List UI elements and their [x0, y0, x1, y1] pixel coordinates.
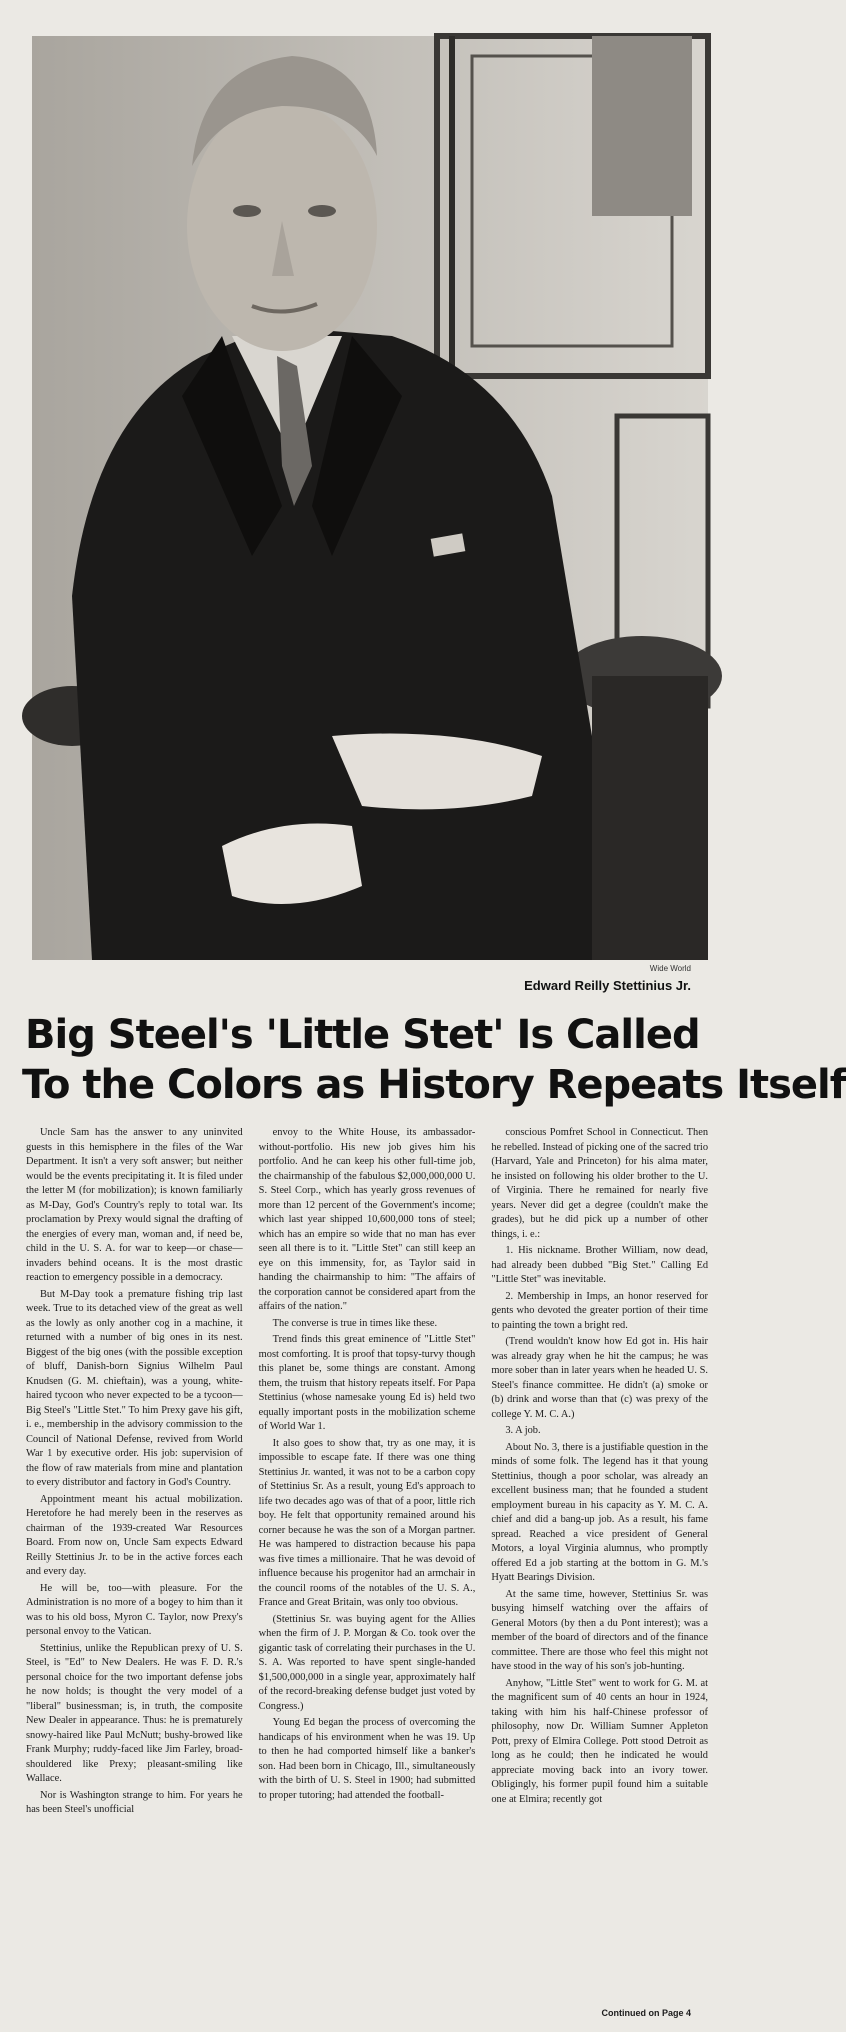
- portrait-photo: [32, 36, 708, 960]
- column-1: [26, 1126, 243, 1998]
- paragraph: Stettinius, unlike the Republican prexy of U. S. Steel, is "Ed" to New Dealers. He was F. D. R.'s personal choice for the two important defense jobs he now holds; is thought the very model of a "liberal" businessman; is, in truth, the composite New Dealer in appearance. Thus: he is prematurely snowy-haired like Paul McNutt; bushy-browed like Frank Murphy; ruddy-faced like Jim Farley, broad-shouldered like Prexy; pleasant-smiling like Wallace.: [26, 1642, 243, 1784]
- paragraph: But M-Day took a premature fishing trip last week. True to its detached view of the great as well as the lowly as only another cog in a machine, it returned with a number of big ones in its nest. Biggest of the big ones (with the possible exception of bluff, Danish-born Signius Wilhelm Paul Knudsen (G. M. chieftain), was a young, white-haired tycoon who never expected to be a tycoon—Big Steel's "Little Stet." To him Prexy gave his gift, i. e., membership in the advisory commission to the Council of National Defense, revived from World War 1 by executive order. His job: supervision of the flow of raw materials from mine and plantation to every distributor and factory in God's Country.: [26, 1288, 243, 1488]
- paragraph: 1. His nickname. Brother William, now dead, had already been dubbed "Big Stet." Calling Ed "Little Stet" was inevitable.: [491, 1245, 709, 1285]
- paragraph: Nor is Washington strange to him. For years he has been Steel's unofficial: [26, 1789, 243, 1815]
- photo-credit: Wide World: [649, 964, 691, 973]
- article-body: [26, 1126, 708, 1998]
- paragraph: Appointment meant his actual mobilization. Heretofore he had merely been in the reserves as chairman of the 1939-created War Resources Board. From now on, Uncle Sam expects Edward Reilly Stettinius Jr. to be in the active forces each and every day.: [26, 1493, 243, 1577]
- paragraph: It also goes to show that, try as one may, it is impossible to escape fate. If there was one thing Stettinius Jr. wanted, it was not to be a carbon copy of Stettinius Sr. As a result, young Ed's approach to life two decades ago was of that of a poor, little rich boy. He felt that opportunity remained around his corner because he was the son of a Morgan partner. He was hampered to distraction because his papa was five times a millionaire. That he was devoid of influence because his progenitor had an armchair in the council rooms of the notables of the U. S. A., France and Great Britain, was only too obvious.: [258, 1437, 476, 1608]
- continued-notice: Continued on Page 4: [601, 2008, 691, 2018]
- headline-line-1: Big Steel's 'Little Stet' Is Called: [25, 1012, 700, 1058]
- paragraph: conscious Pomfret School in Connecticut. Then he rebelled. Instead of picking one of the sacred trio (Harvard, Yale and Princeton) for his alma mater, he insisted on following his older brother to the U. of Virginia. There he remained for nearly five years. Never did get a degree (couldn't make the grades), but he did pick up a number of other things, i. e.:: [491, 1127, 709, 1240]
- paragraph: The converse is true in times like these.: [272, 1317, 438, 1329]
- paragraph: Uncle Sam has the answer to any uninvited guests in this hemisphere in the files of the War Department. It isn't a very soft answer; but neither would be the events precipitating it. It is filed under the letter M (for mobilization); is known familiarly as M-Day, God's Country's reply to total war. Its proclamation by Prexy would signal the drafting of the energies of every man, woman and, if need be, child in the U. S. A. for war to keep—or chase—invaders behind oceans. It is the most drastic reaction to emergency possible in a democracy.: [26, 1127, 243, 1283]
- paragraph: Trend finds this great eminence of "Little Stet" most comforting. It is proof that topsy-turvy though this planet be, some things are constant. Among them, the truism that history repeats itself. For Papa Stettinius (whose namesake young Ed is) held two equally important posts in the mobilization scheme of World War 1.: [258, 1334, 476, 1432]
- paragraph: About No. 3, there is a justifiable question in the minds of some folk. The legend has it that young Stettinius, though a poor scholar, was already an excellent business man; that he founded a student employment bureau in his capacity as Y. M. C. A. chief and did a bang-up job. As a result, his fame spread. Reached a vice president of General Motors, a loyal Virginia alumnus, who promptly offered Ed a job starting at the bottom in G. M.'s Hyatt Bearings Division.: [491, 1441, 709, 1583]
- paragraph: At the same time, however, Stettinius Sr. was busying himself watching over the affairs of General Motors (by then a du Pont interest); was a member of the board of directors and of the finance committee. There are those who feel this might not have stood in the way of his son's job-hunting.: [491, 1588, 709, 1672]
- column-2: [259, 1126, 476, 1998]
- paragraph: envoy to the White House, its ambassador-without-portfolio. His new job gives him his portfolio. And he can keep his other full-time job, the chairmanship of the fabulous $2,000,000,000 U. S. Steel Corp., which has yearly gross revenues of more than 12 percent of the Government's income; which last year shipped 10,600,000 tons of steel; which has an empire so wide that no man has ever seen all there is to it. "Little Stet" can still keep an eye on this immensity, for, as Taylor said in handing the chairmanship to him: "The affairs of the corporation cannot be considered apart from the affairs of the nation.": [258, 1127, 476, 1312]
- paragraph: (Trend wouldn't know how Ed got in. His hair was already gray when he hit the campus; he was more sober than in later years when he headed U. S. Steel's finance committee. He didn't (a) smoke or (b) drink and worse than that (c) was prexy of the college Y. M. C. A.): [491, 1336, 709, 1420]
- paragraph: 3. A job.: [505, 1425, 541, 1436]
- paragraph: He will be, too—with pleasure. For the Administration is no more of a bogey to him than it was to his old boss, Myron C. Taylor, now Prexy's personal envoy to the Vatican.: [26, 1582, 243, 1637]
- headline-line-2: To the Colors as History Repeats Itself: [22, 1062, 846, 1108]
- paragraph: 2. Membership in Imps, an honor reserved for gents who devoted the greater portion of their time to painting the town a bright red.: [491, 1290, 709, 1331]
- paragraph: Young Ed began the process of overcoming the handicaps of his environment when he was 19. Up to then he had comported himself like a banker's son. Had been born in Chicago, Ill., simultaneously with the birth of U. S. Steel in 1900; had submitted to proper tutoring; had attended the football-: [258, 1717, 476, 1801]
- column-3: [491, 1126, 708, 1998]
- portrait-illustration: [32, 36, 708, 960]
- photo-caption: Edward Reilly Stettinius Jr.: [524, 978, 691, 993]
- paragraph: Anyhow, "Little Stet" went to work for G. M. at the magnificent sum of 40 cents an hour in 1924, taking with him his half-Chinese professor of philosophy, now Dr. William Sumner Appleton Pott, prexy of Elmira College. Pott stood Detroit as long as he could; then he indicated he would appreciate moving back into an ivory tower. Obligingly, his former pupil found him a suitable one at Elmira; recently got: [491, 1677, 709, 1805]
- paragraph: (Stettinius Sr. was buying agent for the Allies when the firm of J. P. Morgan & Co. took over the gigantic task of correlating their purchases in the U. S. A. Was reported to have spent single-handed $1,500,000,000 in a single year, approximately half of the record-breaking defense budget just voted by Congress.): [258, 1613, 476, 1712]
